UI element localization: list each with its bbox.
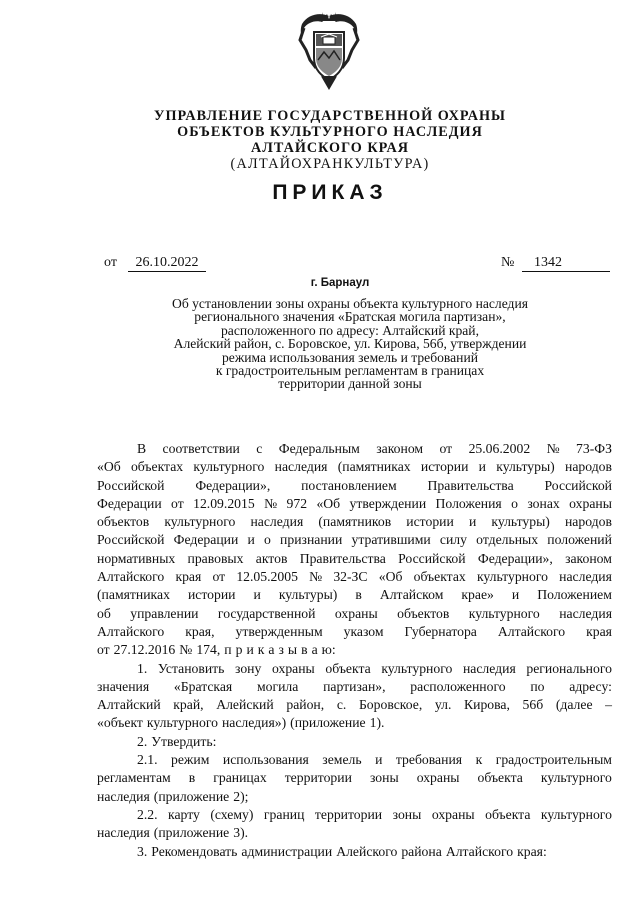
body-line: объектов культурного наследия (памятников истории и культуры) народов <box>97 514 612 530</box>
subject-line: расположенного по адресу: Алтайский край, <box>221 322 479 338</box>
body-line: «Об объектах культурного наследия (памятниках истории и культуры) народов <box>97 459 612 475</box>
document-subject <box>150 297 550 391</box>
city-name: г. Барнаул <box>310 277 370 289</box>
org-line-1: УПРАВЛЕНИЕ ГОСУДАРСТВЕННОЙ ОХРАНЫ <box>154 108 506 124</box>
body-line: от 27.12.2016 № 174, п р и к а з ы в а ю: <box>97 642 336 658</box>
subject-line: регионального значения «Братская могила партизан», <box>194 309 506 325</box>
body-line: наследия (приложение 3). <box>97 825 249 841</box>
body-line: Российской Федерации», постановлением Правительства Российской <box>97 477 612 493</box>
document-title: ПРИКАЗ <box>272 181 388 204</box>
org-line-2: ОБЪЕКТОВ КУЛЬТУРНОГО НАСЛЕДИЯ <box>177 124 483 140</box>
body-line: 1. Установить зону охраны объекта культурного наследия регионального <box>137 660 612 676</box>
date-number-row <box>104 255 609 275</box>
subject-line: режима использования земель и требований <box>221 349 479 365</box>
body-line: 2.2. карту (схему) границ территории зоны охраны объекта культурного <box>137 806 612 822</box>
body-line: 3. Рекомендовать администрации Алейского района Алтайского края: <box>137 843 547 859</box>
body-line: (памятниках истории и культуры) в Алтайском крае» и Положением <box>97 587 612 603</box>
body-line: Федерации от 12.09.2015 № 972 «Об утверждении Положения о зонах охраны <box>97 495 612 511</box>
body-line: регламентам в границах территории зоны охраны объекта культурного <box>97 770 612 786</box>
body-line: 2. Утвердить: <box>137 733 217 749</box>
body-line: Алтайского края, утвержденным указом Губернатора Алтайского края <box>97 623 612 639</box>
org-line-3: АЛТАЙСКОГО КРАЯ <box>251 140 409 156</box>
coat-of-arms-icon <box>296 10 362 90</box>
body-line: 2.1. режим использования земель и требования к градостроительным <box>137 752 612 768</box>
date-label: от <box>104 255 117 270</box>
document-body <box>97 440 612 861</box>
body-line: «объект культурного наследия») (приложение 1). <box>97 715 385 731</box>
subject-line: Алейский район, с. Боровское, ул. Кирова, 56б, утверждении <box>173 336 527 352</box>
subject-line: территории данной зоны <box>278 376 422 392</box>
org-abbreviation: (АЛТАЙОХРАНКУЛЬТУРА) <box>230 156 430 172</box>
number-value: 1342 <box>522 255 610 272</box>
body-line: Алтайского края от 12.05.2005 № 32-ЗС «Об объектах культурного наследия <box>97 569 612 585</box>
subject-line: Об установлении зоны охраны объекта культурного наследия <box>172 296 528 311</box>
date-value: 26.10.2022 <box>128 255 206 272</box>
subject-line: к градостроительным регламентам в границах <box>215 363 485 379</box>
body-line: об управлении государственной охраны объектов культурного наследия <box>97 605 612 621</box>
body-line: нормативных правовых актов Правительства Российской Федерации», законом <box>97 550 612 566</box>
body-line: В соответствии с Федеральным законом от 25.06.2002 № 73-ФЗ <box>137 441 612 456</box>
body-line: Алтайский край, Алейский район, с. Боровское, ул. Кирова, 56б (далее – <box>97 697 612 713</box>
body-line: значения «Братская могила партизан», расположенного по адресу: <box>97 678 612 694</box>
organization-name <box>80 108 580 172</box>
body-line: Российской Федерации и о признании утратившими силу отдельных положений <box>97 532 612 548</box>
body-line: наследия (приложение 2); <box>97 788 249 804</box>
number-label: № <box>501 255 515 270</box>
